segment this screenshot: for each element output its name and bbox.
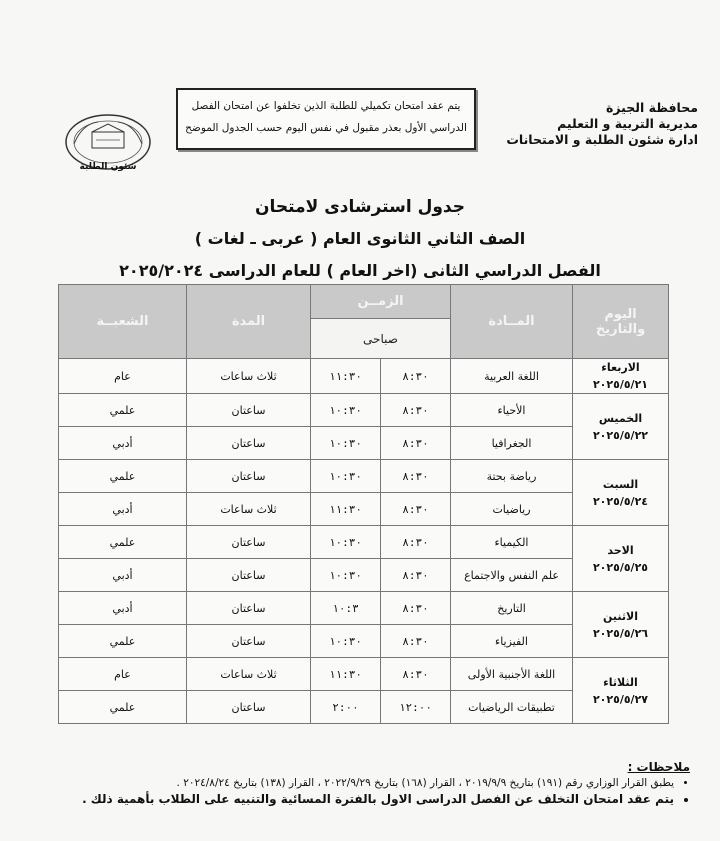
end-time-cell: ١٠:٣٠ (311, 559, 381, 592)
start-time-cell: ٨:٣٠ (381, 658, 451, 691)
header-branch: الشعبــة (59, 285, 187, 359)
semester-title: الفصل الدراسي الثانى (اخر العام ) للعام الدراسى ٢٠٢٥/٢٠٢٤ (119, 261, 601, 280)
branch-cell: علمي (59, 460, 187, 493)
duration-cell: ساعتان (187, 427, 311, 460)
start-time-cell: ٨:٣٠ (381, 493, 451, 526)
makeup-notice-box (176, 88, 476, 150)
note-item: • يطبق القرار الوزاري رقم (١٩١) بتاريخ ٢٠١٩/٩/٩ ، القرار (١٦٨) بتاريخ ٢٠٢٢/٩/٢٩ ، القرار (١٣٨) بتاريخ ٢٠٢٤/٨/٢٤ . (10, 776, 674, 791)
duration-cell: ساعتان (187, 691, 311, 724)
end-time-cell: ١٠:٣٠ (311, 625, 381, 658)
start-time-cell: ٨:٣٠ (381, 427, 451, 460)
end-time-cell: ١١:٣٠ (311, 658, 381, 691)
header-morning: صباحى (311, 319, 451, 359)
start-time-cell: ٨:٣٠ (381, 394, 451, 427)
subject-cell: الجغرافيا (451, 427, 573, 460)
branch-cell: أدبي (59, 559, 187, 592)
schedule-title: جدول استرشادى لامتحان (255, 197, 465, 217)
day-date-cell (573, 359, 669, 394)
branch-cell: علمي (59, 691, 187, 724)
subject-cell: رياضة بحتة (451, 460, 573, 493)
subject-cell: اللغة الأجنبية الأولى (451, 658, 573, 691)
schedule-rows (59, 359, 669, 724)
table-row (59, 526, 669, 559)
branch-cell: علمي (59, 526, 187, 559)
table-row (59, 394, 669, 427)
notice-line-2: الدراسي الأول بعذر مقبول في نفس اليوم حسب الجدول الموضح (185, 122, 467, 134)
logo-caption: شئون الطلبة (79, 162, 137, 172)
day-name: الاربعاء (601, 361, 640, 374)
duration-cell: ثلاث ساعات (187, 493, 311, 526)
exam-schedule-table (58, 284, 669, 724)
branch-cell: أدبي (59, 493, 187, 526)
header-subject: المــادة (451, 285, 573, 359)
start-time-cell: ٨:٣٠ (381, 526, 451, 559)
start-time-cell: ٨:٣٠ (381, 359, 451, 394)
subject-cell: الأحياء (451, 394, 573, 427)
end-time-cell: ٢:٠٠ (311, 691, 381, 724)
exam-date: ٢٠٢٥/٥/٢٤ (592, 494, 649, 508)
day-name: الاحد (607, 543, 634, 557)
start-time-cell: ٨:٣٠ (381, 559, 451, 592)
table-row (59, 658, 669, 691)
header-day-date: اليوم والتاريخ (573, 285, 669, 359)
exam-date: ٢٠٢٥/٥/٢٥ (592, 560, 649, 574)
duration-cell: ساعتان (187, 559, 311, 592)
day-name: السبت (602, 477, 639, 491)
governorate-name: محافظة الجيزة (606, 100, 698, 115)
header-duration: المدة (187, 285, 311, 359)
end-time-cell: ١٠:٣ (311, 592, 381, 625)
duration-cell: ساعتان (187, 394, 311, 427)
note-item: • يتم عقد امتحان التخلف عن الفصل الدراسى الاول بالفترة المسائية والتنبيه على الطلاب بأهمية ذلك . (10, 791, 674, 807)
exam-date: ٢٠٢٥/٥/٢٢ (592, 428, 649, 442)
department-name: ادارة شئون الطلبة و الامتحانات (506, 132, 698, 147)
duration-cell: ساعتان (187, 625, 311, 658)
duration-cell: ساعتان (187, 460, 311, 493)
end-time-cell: ١٠:٣٠ (311, 394, 381, 427)
day-date-cell (573, 526, 669, 592)
end-time-cell: ١٠:٣٠ (311, 526, 381, 559)
start-time-cell: ١٢:٠٠ (381, 691, 451, 724)
notes-section (10, 760, 690, 807)
day-name: الاثنين (603, 609, 638, 623)
exam-date: ٢٠٢٥/٥/٢٦ (592, 626, 649, 640)
subject-cell: اللغة العربية (451, 359, 573, 394)
header-time: الزمــن (311, 285, 451, 319)
notice-line-1: يتم عقد امتحان تكميلي للطلبة الذين تخلفوا عن امتحان الفصل (191, 100, 461, 112)
branch-cell: عام (59, 658, 187, 691)
duration-cell: ثلاث ساعات (187, 658, 311, 691)
grade-title: الصف الثاني الثانوى العام ( عربى ـ لغات ) (194, 229, 526, 248)
start-time-cell: ٨:٣٠ (381, 592, 451, 625)
subject-cell: الكيمياء (451, 526, 573, 559)
subject-cell: الفيزياء (451, 625, 573, 658)
branch-cell: علمي (59, 394, 187, 427)
start-time-cell: ٨:٣٠ (381, 625, 451, 658)
subject-cell: التاريخ (451, 592, 573, 625)
subject-cell: تطبيقات الرياضيات (451, 691, 573, 724)
subject-cell: رياضيات (451, 493, 573, 526)
branch-cell: عام (59, 359, 187, 394)
exam-date: ٢٠٢٥/٥/٢١ (592, 378, 649, 391)
table-row (59, 359, 669, 394)
end-time-cell: ١١:٣٠ (311, 493, 381, 526)
branch-cell: أدبي (59, 592, 187, 625)
notes-title: ملاحظات : (627, 760, 690, 774)
day-name: الثلاثاء (603, 675, 638, 689)
subject-cell: علم النفس والاجتماع (451, 559, 573, 592)
duration-cell: ثلاث ساعات (187, 359, 311, 394)
exam-date: ٢٠٢٥/٥/٢٧ (592, 692, 649, 706)
table-row (59, 592, 669, 625)
duration-cell: ساعتان (187, 526, 311, 559)
directorate-name: مديرية التربية و التعليم (557, 116, 698, 131)
day-date-cell (573, 592, 669, 658)
end-time-cell: ١٠:٣٠ (311, 427, 381, 460)
day-name: الخميس (598, 411, 643, 425)
table-row (59, 460, 669, 493)
day-date-cell (573, 460, 669, 526)
branch-cell: أدبي (59, 427, 187, 460)
duration-cell: ساعتان (187, 592, 311, 625)
governorate-header (506, 100, 698, 148)
end-time-cell: ١١:٣٠ (311, 359, 381, 394)
day-date-cell (573, 658, 669, 724)
branch-cell: علمي (59, 625, 187, 658)
day-date-cell (573, 394, 669, 460)
end-time-cell: ١٠:٣٠ (311, 460, 381, 493)
start-time-cell: ٨:٣٠ (381, 460, 451, 493)
